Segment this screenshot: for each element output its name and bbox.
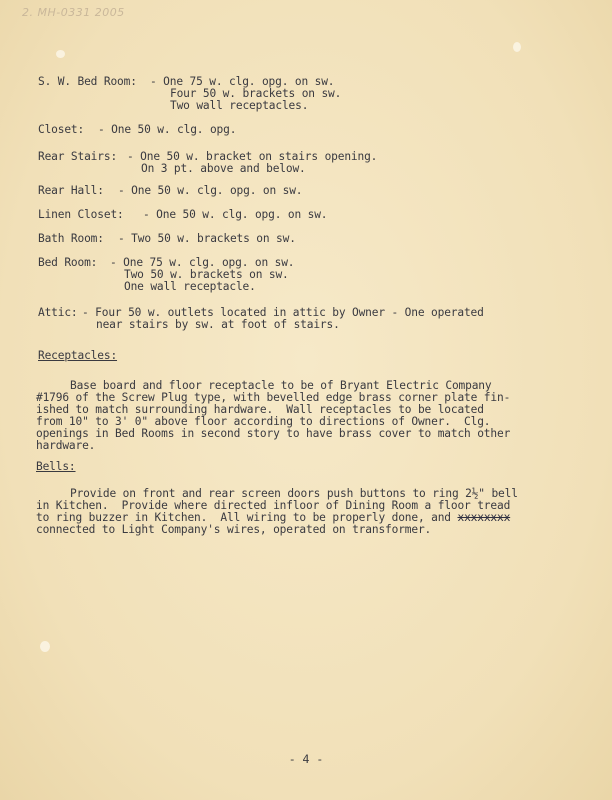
room-line: Four 50 w. brackets on sw. (170, 87, 342, 100)
paper-speck (40, 641, 50, 652)
room-label: Attic: (38, 306, 78, 319)
struck-out-word: xxxxxxxx (457, 511, 511, 524)
receptacles-line: ished to match surrounding hardware. Wall receptacles to be located (36, 403, 484, 416)
room-line: - One 75 w. clg. opg. on sw. (110, 256, 295, 269)
bells-heading: Bells: (36, 460, 76, 473)
page-number: - 4 - (288, 752, 324, 766)
room-line: - One 50 w. clg. opg. (98, 123, 237, 136)
paper-speck (513, 42, 521, 52)
room-line: - Two 50 w. brackets on sw. (118, 232, 296, 245)
bells-line: in Kitchen. Provide where directed infloor of Dining Room a floor tread (36, 499, 511, 512)
room-line: - One 75 w. clg. opg. on sw. (150, 75, 335, 88)
room-label: Bath Room: (38, 232, 104, 245)
room-label: S. W. Bed Room: (38, 75, 137, 88)
bells-line: connected to Light Company's wires, operated on transformer. (36, 523, 432, 536)
room-line: On 3 pt. above and below. (141, 162, 306, 175)
bells-line-text: to ring buzzer in Kitchen. All wiring to be properly done, and (36, 511, 451, 524)
room-line: Two wall receptacles. (170, 99, 309, 112)
room-line: - Four 50 w. outlets located in attic by Owner - One operated (82, 306, 484, 319)
room-line: One wall receptacle. (124, 280, 256, 293)
room-line: - One 50 w. clg. opg. on sw. (118, 184, 303, 197)
receptacles-line: hardware. (36, 439, 96, 452)
paper-speck (56, 50, 65, 58)
receptacles-line: #1796 of the Screw Plug type, with bevelled edge brass corner plate fin- (36, 391, 511, 404)
receptacles-line: Base board and floor receptacle to be of Bryant Electric Company (70, 379, 492, 392)
bells-line: Provide on front and rear screen doors push buttons to ring 2½" bell (70, 487, 518, 500)
room-line: Two 50 w. brackets on sw. (124, 268, 289, 281)
room-label: Closet: (38, 123, 85, 136)
room-label: Linen Closet: (38, 208, 124, 221)
room-line: - One 50 w. bracket on stairs opening. (127, 150, 378, 163)
receptacles-line: from 10" to 3' 0" above floor according to directions of Owner. Clg. (36, 415, 491, 428)
room-label: Rear Hall: (38, 184, 104, 197)
receptacles-line: openings in Bed Rooms in second story to have brass cover to match other (36, 427, 511, 440)
room-line: near stairs by sw. at foot of stairs. (96, 318, 340, 331)
manuscript-reference: 2. MH-0331 2005 (22, 6, 125, 19)
room-line: - One 50 w. clg. opg. on sw. (143, 208, 328, 221)
room-label: Bed Room: (38, 256, 98, 269)
receptacles-heading: Receptacles: (38, 349, 118, 362)
room-label: Rear Stairs: (38, 150, 118, 163)
